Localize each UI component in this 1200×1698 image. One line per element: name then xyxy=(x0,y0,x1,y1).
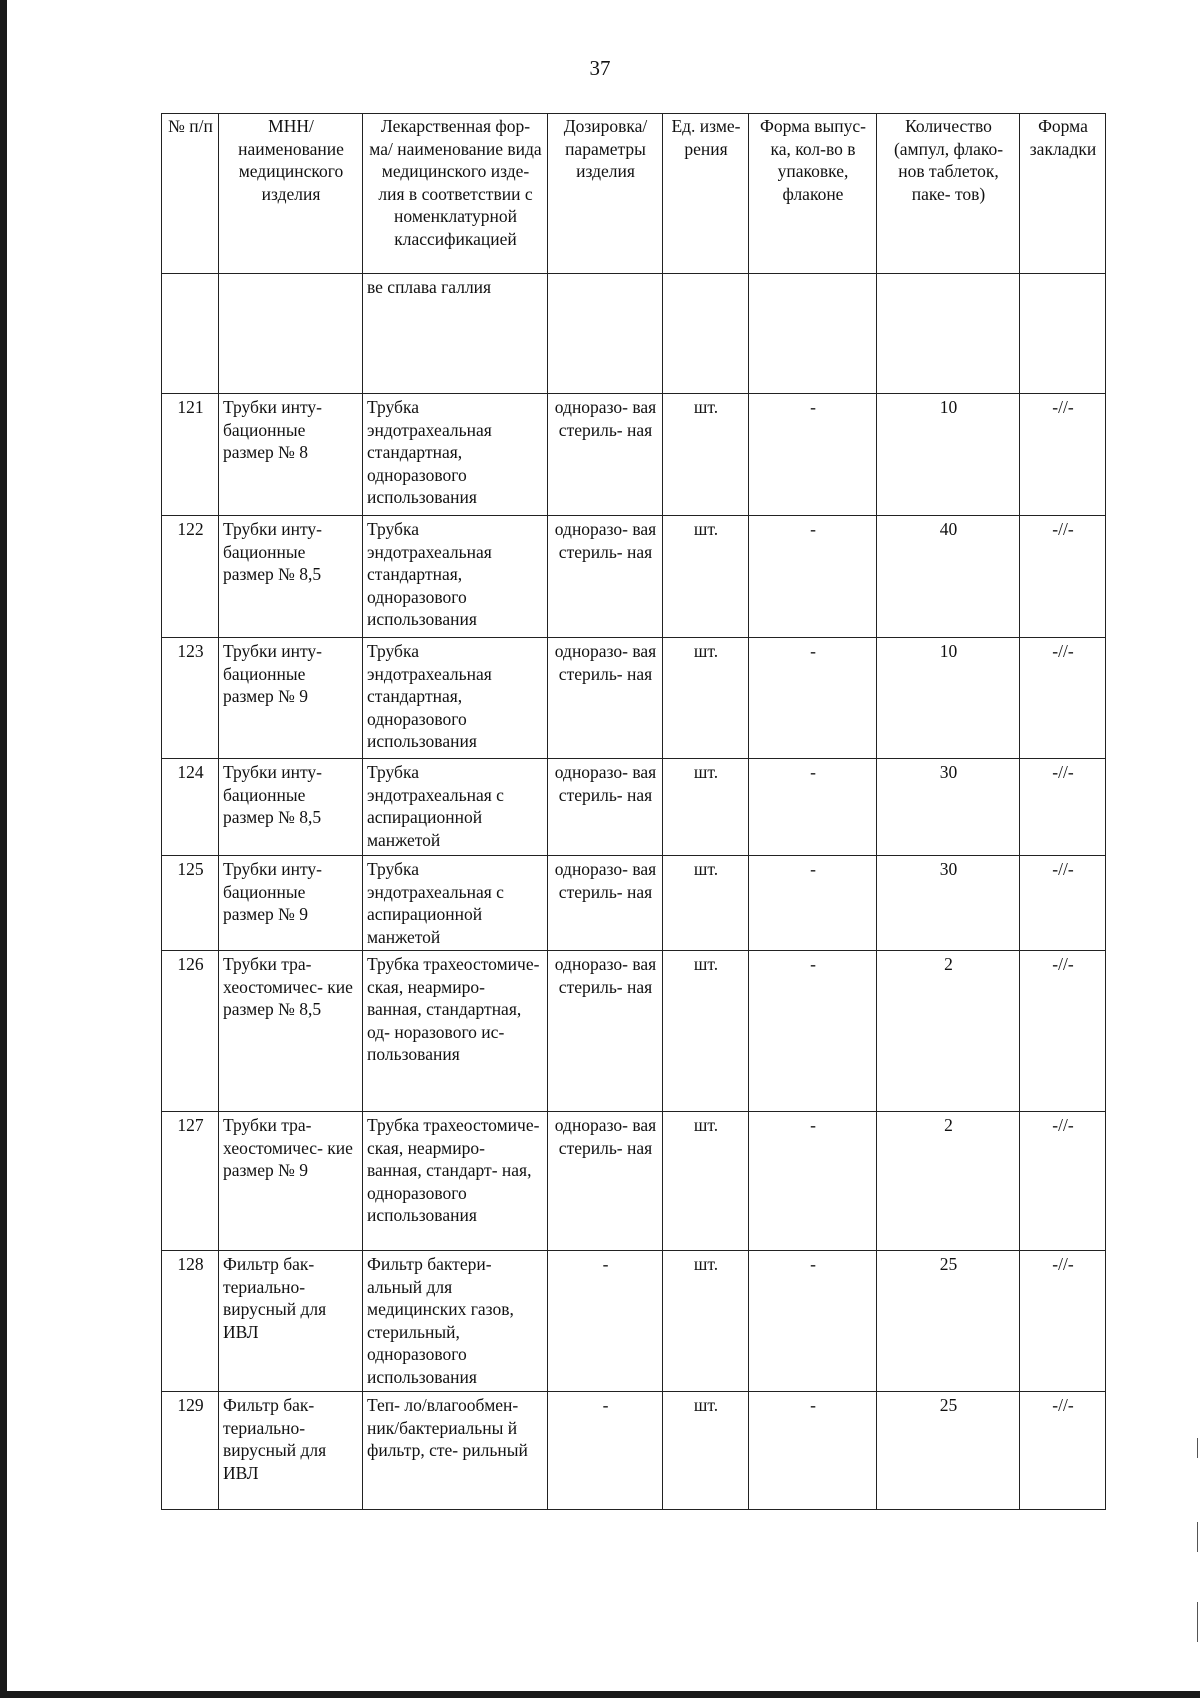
cell-form: Трубка эндотрахеальная с аспирационной манжетой xyxy=(363,759,548,856)
cell-name: Трубки инту- бационные размер № 9 xyxy=(219,856,363,951)
scan-mark xyxy=(1197,1438,1198,1458)
table-header-row xyxy=(162,114,1106,274)
cell-tab-form: -//- xyxy=(1020,1251,1106,1392)
cell-number: 125 xyxy=(162,856,219,951)
cell-tab-form: -//- xyxy=(1020,1392,1106,1510)
cell-quantity: 2 xyxy=(877,1112,1020,1251)
column-header: Форма выпус- ка, кол-во в упаковке, флаконе xyxy=(749,114,877,274)
cell-quantity: 25 xyxy=(877,1392,1020,1510)
scan-mark xyxy=(1197,1522,1198,1552)
cell-name: Трубки тра- хеостомичес- кие размер № 9 xyxy=(219,1112,363,1251)
cell-name: Трубки инту- бационные размер № 8 xyxy=(219,394,363,516)
cell-unit: шт. xyxy=(663,1392,749,1510)
page-number: 37 xyxy=(589,56,611,80)
cell-form: Трубка трахеостомиче- ская, неармиро- ванная, стандарт- ная, одноразового использования xyxy=(363,1112,548,1251)
cell-name xyxy=(219,274,363,394)
cell-dosage: одноразо- вая стериль- ная xyxy=(548,856,663,951)
cell-unit: шт. xyxy=(663,638,749,759)
cell-number: 124 xyxy=(162,759,219,856)
cell-tab-form: -//- xyxy=(1020,1112,1106,1251)
cell-name: Трубки инту- бационные размер № 9 xyxy=(219,638,363,759)
cell-form: Трубка эндотрахеальная стандартная, одноразового использования xyxy=(363,638,548,759)
cell-name: Фильтр бак- териально- вирусный для ИВЛ xyxy=(219,1392,363,1510)
cell-unit: шт. xyxy=(663,951,749,1112)
cell-unit: шт. xyxy=(663,856,749,951)
cell-dosage: одноразо- вая стериль- ная xyxy=(548,394,663,516)
cell-pack-form: - xyxy=(749,1392,877,1510)
cell-pack-form: - xyxy=(749,516,877,638)
cell-pack-form: - xyxy=(749,951,877,1112)
table-row xyxy=(162,638,1106,759)
cell-dosage xyxy=(548,274,663,394)
cell-pack-form: - xyxy=(749,638,877,759)
cell-form: Трубка эндотрахеальная с аспирационной манжетой xyxy=(363,856,548,951)
column-header: Количество (ампул, флако- нов таблеток, паке- тов) xyxy=(877,114,1020,274)
scan-edge-bottom xyxy=(0,1691,1200,1698)
column-header: № п/п xyxy=(162,114,219,274)
table-row xyxy=(162,951,1106,1112)
cell-quantity: 25 xyxy=(877,1251,1020,1392)
cell-number: 127 xyxy=(162,1112,219,1251)
cell-pack-form: - xyxy=(749,1112,877,1251)
cell-tab-form: -//- xyxy=(1020,516,1106,638)
cell-tab-form: -//- xyxy=(1020,638,1106,759)
cell-number: 122 xyxy=(162,516,219,638)
cell-dosage: одноразо- вая стериль- ная xyxy=(548,516,663,638)
cell-unit: шт. xyxy=(663,394,749,516)
table-row xyxy=(162,856,1106,951)
cell-form: Теп- ло/влагообмен- ник/бактериальны й фильтр, сте- рильный xyxy=(363,1392,548,1510)
cell-quantity: 10 xyxy=(877,394,1020,516)
cell-quantity: 10 xyxy=(877,638,1020,759)
cell-dosage: одноразо- вая стериль- ная xyxy=(548,1112,663,1251)
cell-dosage: одноразо- вая стериль- ная xyxy=(548,759,663,856)
cell-quantity: 30 xyxy=(877,856,1020,951)
cell-tab-form: -//- xyxy=(1020,394,1106,516)
cell-number: 128 xyxy=(162,1251,219,1392)
cell-pack-form: - xyxy=(749,394,877,516)
cell-number: 123 xyxy=(162,638,219,759)
table-row xyxy=(162,759,1106,856)
cell-tab-form xyxy=(1020,274,1106,394)
column-header: Форма закладки xyxy=(1020,114,1106,274)
cell-pack-form: - xyxy=(749,759,877,856)
column-header: Дозировка/ параметры изделия xyxy=(548,114,663,274)
cell-unit: шт. xyxy=(663,1251,749,1392)
table-row xyxy=(162,516,1106,638)
cell-dosage: одноразо- вая стериль- ная xyxy=(548,951,663,1112)
column-header: МНН/ наименование медицинского изделия xyxy=(219,114,363,274)
cell-dosage: одноразо- вая стериль- ная xyxy=(548,638,663,759)
cell-name: Трубки инту- бационные размер № 8,5 xyxy=(219,759,363,856)
table-row xyxy=(162,1392,1106,1510)
cell-tab-form: -//- xyxy=(1020,951,1106,1112)
cell-form: ве сплава галлия xyxy=(363,274,548,394)
cell-number: 129 xyxy=(162,1392,219,1510)
cell-quantity: 2 xyxy=(877,951,1020,1112)
cell-unit: шт. xyxy=(663,759,749,856)
cell-form: Фильтр бактери- альный для медицинских газов, стерильный, одноразового использования xyxy=(363,1251,548,1392)
column-header: Ед. изме- рения xyxy=(663,114,749,274)
cell-name: Трубки инту- бационные размер № 8,5 xyxy=(219,516,363,638)
cell-number: 121 xyxy=(162,394,219,516)
scan-edge-left xyxy=(0,0,7,1698)
cell-number: 126 xyxy=(162,951,219,1112)
cell-dosage: - xyxy=(548,1392,663,1510)
medical-supplies-table xyxy=(161,113,1106,1510)
cell-pack-form xyxy=(749,274,877,394)
column-header: Лекарственная фор- ма/ наименование вида медицинского изде- лия в соответствии с номенклатурной классификацией xyxy=(363,114,548,274)
cell-quantity: 30 xyxy=(877,759,1020,856)
cell-quantity xyxy=(877,274,1020,394)
table-row-continuation xyxy=(162,274,1106,394)
cell-unit: шт. xyxy=(663,1112,749,1251)
cell-tab-form: -//- xyxy=(1020,856,1106,951)
scan-mark xyxy=(1197,1602,1198,1642)
cell-form: Трубка трахеостомиче- ская, неармиро- ванная, стандартная, од- норазового ис- пользования xyxy=(363,951,548,1112)
cell-form: Трубка эндотрахеальная стандартная, одноразового использования xyxy=(363,516,548,638)
cell-pack-form: - xyxy=(749,856,877,951)
cell-tab-form: -//- xyxy=(1020,759,1106,856)
cell-quantity: 40 xyxy=(877,516,1020,638)
cell-form: Трубка эндотрахеальная стандартная, одноразового использования xyxy=(363,394,548,516)
cell-number xyxy=(162,274,219,394)
table-row xyxy=(162,1251,1106,1392)
table-row xyxy=(162,1112,1106,1251)
table-row xyxy=(162,394,1106,516)
cell-unit: шт. xyxy=(663,516,749,638)
cell-name: Трубки тра- хеостомичес- кие размер № 8,5 xyxy=(219,951,363,1112)
cell-unit xyxy=(663,274,749,394)
cell-name: Фильтр бак- териально- вирусный для ИВЛ xyxy=(219,1251,363,1392)
cell-dosage: - xyxy=(548,1251,663,1392)
cell-pack-form: - xyxy=(749,1251,877,1392)
